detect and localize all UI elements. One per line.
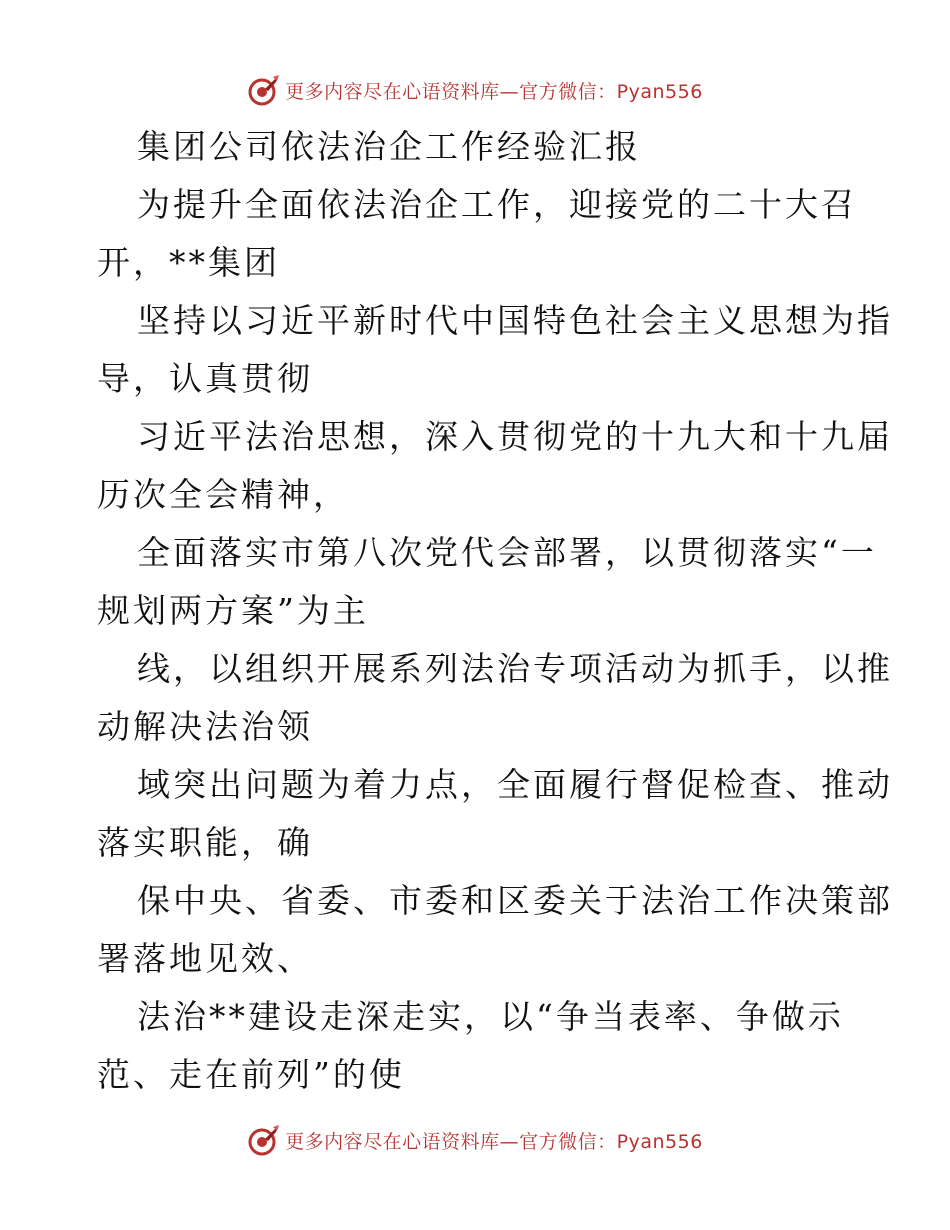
watermark-header bbox=[0, 70, 950, 110]
paragraph-line: 动解决法治领 bbox=[97, 707, 313, 746]
paragraph-line: 全面落实市第八次党代会部署，以贯彻落实“一 bbox=[137, 533, 877, 572]
watermark-separator: — bbox=[499, 1130, 520, 1153]
doc-title: 集团公司依法治企工作经验汇报 bbox=[137, 127, 641, 166]
paragraph-line: 为提升全面依法治企工作，迎接党的二十大召 bbox=[137, 185, 857, 224]
paragraph-line: 开，**集团 bbox=[97, 243, 280, 282]
watermark-contact: 官方微信：Pyan556 bbox=[519, 1130, 703, 1153]
watermark-footer bbox=[0, 1120, 950, 1160]
watermark-text bbox=[285, 1127, 703, 1154]
paragraph-line: 落实职能，确 bbox=[97, 823, 313, 862]
watermark-brand: 更多内容尽在心语资料库 bbox=[285, 80, 500, 103]
paragraph-line: 导，认真贯彻 bbox=[97, 359, 313, 398]
watermark-separator: — bbox=[499, 80, 520, 103]
paragraph-line: 习近平法治思想，深入贯彻党的十九大和十九届 bbox=[137, 417, 893, 456]
paragraph-line: 保中央、省委、市委和区委关于法治工作决策部 bbox=[137, 881, 893, 920]
paragraph-line: 坚持以习近平新时代中国特色社会主义思想为指 bbox=[137, 301, 893, 340]
paragraph-line: 范、走在前列”的使 bbox=[97, 1055, 405, 1094]
watermark-brand: 更多内容尽在心语资料库 bbox=[285, 1130, 500, 1153]
quill-logo-icon bbox=[247, 73, 281, 107]
paragraph-line: 域突出问题为着力点，全面履行督促检查、推动 bbox=[137, 765, 893, 804]
quill-logo-icon bbox=[247, 1123, 281, 1157]
paragraph-line: 线，以组织开展系列法治专项活动为抓手，以推 bbox=[137, 649, 893, 688]
watermark-contact: 官方微信：Pyan556 bbox=[519, 80, 703, 103]
paragraph-line: 法治**建设走深走实，以“争当表率、争做示 bbox=[137, 997, 844, 1036]
paragraph-line: 署落地见效、 bbox=[97, 939, 313, 978]
paragraph-line: 规划两方案”为主 bbox=[97, 591, 369, 630]
watermark-text bbox=[285, 77, 703, 104]
document-body bbox=[97, 118, 893, 1104]
paragraph-line: 历次全会精神， bbox=[97, 475, 349, 514]
